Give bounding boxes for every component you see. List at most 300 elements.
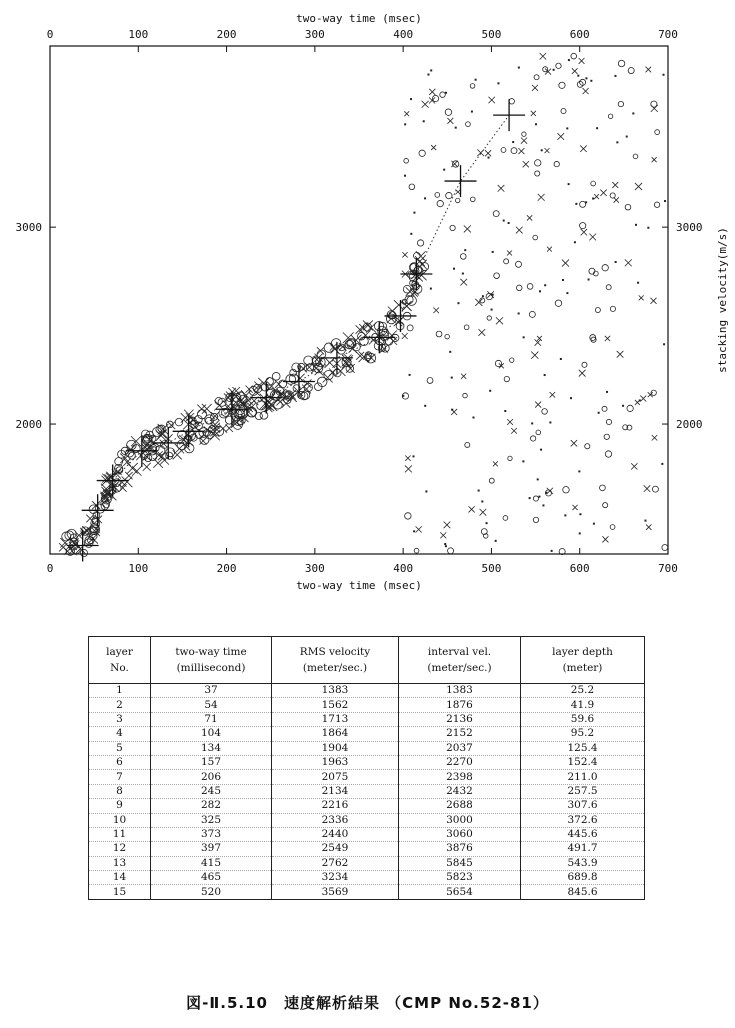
dot-point xyxy=(568,183,570,185)
cross-point xyxy=(496,317,503,324)
circle-point xyxy=(605,451,611,457)
header-layer-no xyxy=(89,637,151,684)
x-tick-label-top: 0 xyxy=(46,28,54,41)
circle-point xyxy=(432,95,438,101)
cross-point xyxy=(535,402,541,408)
cross-point xyxy=(646,524,651,529)
cross-point xyxy=(639,295,644,300)
x-tick-label-top: 200 xyxy=(216,28,237,41)
dot-point xyxy=(423,120,425,122)
dot-point xyxy=(430,69,432,71)
dot-point xyxy=(663,343,665,345)
cross-point xyxy=(202,404,212,414)
velocity-line xyxy=(83,115,509,545)
cell-layer-no: 8 xyxy=(89,784,151,798)
table-row xyxy=(89,885,645,899)
header-line: No. xyxy=(110,662,129,674)
circle-point xyxy=(511,148,517,154)
circle-point xyxy=(486,293,492,299)
circle-point xyxy=(555,300,561,306)
cell-rms-velocity: 3569 xyxy=(272,885,399,899)
cell-interval-velocity: 1383 xyxy=(399,684,521,698)
circle-point xyxy=(409,184,415,190)
cell-two-way-time: 415 xyxy=(151,856,272,870)
table-row xyxy=(89,741,645,755)
cell-interval-velocity: 2432 xyxy=(399,784,521,798)
cell-two-way-time: 206 xyxy=(151,770,272,784)
cell-interval-velocity: 3876 xyxy=(399,842,521,856)
dot-point xyxy=(481,500,483,502)
cross-point xyxy=(581,229,587,235)
circle-point xyxy=(602,265,608,271)
x-tick-label-top: 600 xyxy=(569,28,590,41)
dot-point xyxy=(455,127,457,129)
y-tick-label-right: 3000 xyxy=(676,221,703,235)
cross-point xyxy=(540,53,546,59)
cell-layer-no: 5 xyxy=(89,741,151,755)
circle-point xyxy=(345,340,354,349)
cell-layer-depth: 152.4 xyxy=(521,755,645,769)
cell-layer-no: 4 xyxy=(89,727,151,741)
circle-point xyxy=(580,223,586,229)
header-line: layer xyxy=(106,646,133,658)
cell-two-way-time: 71 xyxy=(151,712,272,726)
circle-point xyxy=(627,405,633,411)
cross-point xyxy=(531,352,538,359)
dot-point xyxy=(419,285,421,287)
cell-two-way-time: 37 xyxy=(151,684,272,698)
circle-point xyxy=(563,487,569,493)
circle-point xyxy=(404,158,409,163)
x-tick-label-top: 500 xyxy=(481,28,502,41)
cross-point xyxy=(571,440,577,446)
dot-point xyxy=(404,123,406,125)
circle-point xyxy=(464,325,469,330)
dot-point xyxy=(475,79,477,81)
cross-point xyxy=(511,428,517,434)
table-row xyxy=(89,856,645,870)
cell-two-way-time: 245 xyxy=(151,784,272,798)
circle-point xyxy=(559,82,565,88)
dot-point xyxy=(549,421,551,423)
circle-point xyxy=(470,84,475,89)
cross-point xyxy=(469,506,475,512)
cross-point xyxy=(132,466,141,475)
cross-point xyxy=(329,369,336,376)
dot-point xyxy=(443,169,445,171)
dot-point xyxy=(592,198,594,200)
circle-point xyxy=(533,235,538,240)
dot-point xyxy=(482,295,484,297)
circle-point xyxy=(516,285,522,291)
circle-point xyxy=(435,193,440,198)
dot-point xyxy=(553,69,555,71)
circle-point xyxy=(625,204,631,210)
dot-point xyxy=(472,417,474,419)
layer-table-body xyxy=(89,684,645,900)
y-tick-label-left: 3000 xyxy=(15,221,42,235)
cross-point xyxy=(650,298,656,304)
cell-layer-depth: 59.6 xyxy=(521,712,645,726)
cell-interval-velocity: 1876 xyxy=(399,698,521,712)
cross-point xyxy=(461,374,466,379)
cross-point xyxy=(447,118,453,124)
dot-point xyxy=(537,478,539,480)
cell-layer-no: 3 xyxy=(89,712,151,726)
cross-point xyxy=(527,215,532,220)
cross-point xyxy=(199,437,206,444)
cross-point xyxy=(640,396,646,402)
dot-point xyxy=(451,377,453,379)
dot-point xyxy=(635,224,637,226)
cell-rms-velocity: 1864 xyxy=(272,727,399,741)
cell-layer-depth: 689.8 xyxy=(521,871,645,885)
cross-point xyxy=(429,89,435,95)
cross-point xyxy=(545,148,550,153)
dot-point xyxy=(497,82,499,84)
cross-point xyxy=(631,463,637,469)
table-row xyxy=(89,684,645,698)
dot-point xyxy=(551,550,553,552)
cell-rms-velocity: 1562 xyxy=(272,698,399,712)
dot-point xyxy=(632,112,634,114)
cross-point xyxy=(518,148,524,154)
circle-point xyxy=(324,343,333,352)
dot-point xyxy=(588,279,590,281)
cell-layer-depth: 257.5 xyxy=(521,784,645,798)
dot-point xyxy=(445,545,447,547)
circle-point xyxy=(662,545,668,551)
dot-point xyxy=(575,203,577,205)
circle-point xyxy=(317,377,327,387)
velocity-function xyxy=(67,99,525,561)
cross-point xyxy=(460,279,467,286)
dot-point xyxy=(596,127,598,129)
dot-point xyxy=(453,268,455,270)
dot-point xyxy=(585,77,587,79)
dot-point xyxy=(579,513,581,515)
cross-point xyxy=(646,67,652,73)
cross-point xyxy=(431,145,436,150)
cell-two-way-time: 104 xyxy=(151,727,272,741)
circle-point xyxy=(417,240,423,246)
cross-point xyxy=(359,351,370,362)
cell-layer-no: 2 xyxy=(89,698,151,712)
cell-interval-velocity: 3060 xyxy=(399,827,521,841)
cell-layer-no: 6 xyxy=(89,755,151,769)
cross-point xyxy=(433,307,439,313)
cell-rms-velocity: 2336 xyxy=(272,813,399,827)
x-tick-label-bottom: 400 xyxy=(393,562,414,575)
dot-point xyxy=(491,309,493,311)
dot-point xyxy=(544,374,546,376)
cell-two-way-time: 134 xyxy=(151,741,272,755)
axis-ticks xyxy=(16,28,703,575)
dot-point xyxy=(639,399,641,401)
cell-layer-depth: 445.6 xyxy=(521,827,645,841)
cell-layer-no: 10 xyxy=(89,813,151,827)
circle-point xyxy=(571,53,577,59)
x-tick-label-bottom: 300 xyxy=(304,562,325,575)
dot-point xyxy=(593,523,595,525)
table-row xyxy=(89,727,645,741)
dot-point xyxy=(523,336,525,338)
circle-point xyxy=(651,101,657,107)
cell-layer-no: 15 xyxy=(89,885,151,899)
dot-point xyxy=(647,227,649,229)
header-line: interval vel. xyxy=(427,646,492,658)
cell-layer-no: 12 xyxy=(89,842,151,856)
circle-point xyxy=(446,192,452,198)
x-axis-label-top: two-way time (msec) xyxy=(296,12,422,25)
y-axis-label: stacking velocity(m/s) xyxy=(716,227,729,373)
circle-point xyxy=(655,130,660,135)
layer-table xyxy=(88,636,645,900)
header-line: two-way time xyxy=(175,646,247,658)
cross-point xyxy=(557,133,564,140)
header-line: (meter) xyxy=(562,662,603,674)
circle-point xyxy=(654,202,659,207)
pick-marker xyxy=(384,300,416,332)
dot-point xyxy=(644,520,646,522)
cell-rms-velocity: 2134 xyxy=(272,784,399,798)
circle-point xyxy=(533,517,538,522)
circle-point xyxy=(452,161,458,167)
dot-point xyxy=(577,75,579,77)
cross-point xyxy=(248,403,256,411)
dot-point xyxy=(570,397,572,399)
dot-point xyxy=(598,412,600,414)
cross-point xyxy=(531,111,536,116)
cross-point xyxy=(498,185,505,192)
cell-layer-no: 14 xyxy=(89,871,151,885)
cross-point xyxy=(258,378,269,389)
header-line: (meter/sec.) xyxy=(302,662,368,674)
circle-point xyxy=(515,261,521,267)
circle-point xyxy=(465,442,470,447)
x-tick-label-bottom: 600 xyxy=(569,562,590,575)
cross-point xyxy=(521,138,527,144)
dot-point xyxy=(564,514,566,516)
dot-point xyxy=(449,351,451,353)
dot-point xyxy=(508,222,510,224)
circle-point xyxy=(610,193,615,198)
dot-point xyxy=(540,449,542,451)
cross-point xyxy=(532,85,538,91)
cross-point xyxy=(523,161,529,167)
cell-layer-depth: 95.2 xyxy=(521,727,645,741)
dot-point xyxy=(492,251,494,253)
cross-point xyxy=(614,197,619,202)
cross-point xyxy=(507,419,513,425)
cell-layer-no: 7 xyxy=(89,770,151,784)
x-axis-label-bottom: two-way time (msec) xyxy=(296,579,422,592)
dot-point xyxy=(574,241,576,243)
table-row xyxy=(89,755,645,769)
cell-layer-depth: 307.6 xyxy=(521,799,645,813)
cell-interval-velocity: 2398 xyxy=(399,770,521,784)
cross-point xyxy=(402,252,407,257)
table-row xyxy=(89,770,645,784)
header-line: (millisecond) xyxy=(176,662,246,674)
x-tick-label-top: 400 xyxy=(393,28,414,41)
cell-layer-no: 9 xyxy=(89,799,151,813)
circle-point xyxy=(448,548,454,554)
cell-rms-velocity: 2549 xyxy=(272,842,399,856)
cross-point xyxy=(507,251,512,256)
dot-point xyxy=(478,490,480,492)
cell-layer-no: 1 xyxy=(89,684,151,698)
circle-point xyxy=(358,332,366,340)
cell-rms-velocity: 1904 xyxy=(272,741,399,755)
circle-point xyxy=(501,148,506,153)
cell-interval-velocity: 2136 xyxy=(399,712,521,726)
header-line: layer depth xyxy=(552,646,613,658)
dot-point xyxy=(664,200,666,202)
table-row xyxy=(89,827,645,841)
cross-point xyxy=(537,336,542,341)
dot-point xyxy=(518,67,520,69)
dot-point xyxy=(413,212,415,214)
circle-point xyxy=(503,516,508,521)
pick-marker xyxy=(400,258,432,290)
cell-interval-velocity: 2688 xyxy=(399,799,521,813)
dot-point xyxy=(464,249,466,251)
circle-point xyxy=(591,181,596,186)
circle-point xyxy=(445,334,450,339)
circle-point xyxy=(272,372,280,380)
y-tick-label-right: 2000 xyxy=(676,418,703,432)
circle-point xyxy=(580,201,586,207)
circle-point xyxy=(445,109,452,116)
cross-point xyxy=(589,234,596,241)
circle-point xyxy=(522,132,526,136)
dot-point xyxy=(495,540,497,542)
cross-point xyxy=(416,251,426,261)
cell-two-way-time: 397 xyxy=(151,842,272,856)
dot-point xyxy=(622,405,624,407)
dot-point xyxy=(404,175,406,177)
cell-rms-velocity: 2216 xyxy=(272,799,399,813)
dot-point xyxy=(410,98,412,100)
x-tick-label-bottom: 200 xyxy=(216,562,237,575)
dot-point xyxy=(560,358,562,360)
x-tick-label-bottom: 500 xyxy=(481,562,502,575)
dot-point xyxy=(410,233,412,235)
cross-point xyxy=(583,88,589,94)
cross-point xyxy=(605,336,610,341)
cell-rms-velocity: 2440 xyxy=(272,827,399,841)
dot-point xyxy=(663,74,665,76)
cross-point xyxy=(488,97,495,104)
cross-point xyxy=(547,488,553,494)
circle-point xyxy=(440,92,445,97)
table-row xyxy=(89,871,645,885)
dot-point xyxy=(637,282,639,284)
circle-point xyxy=(606,285,611,290)
cross-point xyxy=(625,259,632,266)
circle-point xyxy=(419,150,425,156)
circle-point xyxy=(582,362,587,367)
circle-point xyxy=(450,225,455,230)
circle-point xyxy=(561,108,566,113)
circle-point xyxy=(618,60,625,67)
cross-point xyxy=(118,478,127,487)
cross-point xyxy=(550,392,556,398)
circle-point xyxy=(509,99,514,104)
circle-point xyxy=(405,513,411,519)
dot-point xyxy=(424,405,426,407)
cross-point xyxy=(325,357,335,367)
circle-point xyxy=(595,308,600,313)
dot-point xyxy=(424,197,426,199)
circle-point xyxy=(602,406,607,411)
circle-point xyxy=(536,430,541,435)
figure-caption: 図-Ⅱ.5.10 速度解析結果 （CMP No.52-81） xyxy=(186,994,549,1012)
dot-point xyxy=(444,543,446,545)
circle-point xyxy=(610,525,615,530)
dot-point xyxy=(615,261,617,263)
table-row xyxy=(89,842,645,856)
circle-point xyxy=(606,419,611,424)
cross-point xyxy=(652,435,658,441)
table-row xyxy=(89,813,645,827)
circle-point xyxy=(554,161,559,166)
circle-point xyxy=(610,306,615,311)
pick-marker xyxy=(82,494,114,526)
header-rms-velocity xyxy=(272,637,399,684)
circle-point xyxy=(504,259,509,264)
circle-point xyxy=(427,378,433,384)
circle-point xyxy=(556,63,561,68)
circle-point xyxy=(460,254,466,260)
cell-layer-no: 13 xyxy=(89,856,151,870)
circle-point xyxy=(633,154,638,159)
circle-point xyxy=(529,311,535,317)
pick-marker xyxy=(493,99,525,131)
cross-point xyxy=(143,463,151,471)
dot-point xyxy=(568,59,570,61)
dot-point xyxy=(614,75,616,77)
cell-layer-depth: 491.7 xyxy=(521,842,645,856)
cell-interval-velocity: 2037 xyxy=(399,741,521,755)
dot-point xyxy=(661,463,663,465)
cross-point xyxy=(197,405,206,414)
cell-layer-no: 11 xyxy=(89,827,151,841)
dot-point xyxy=(504,410,506,412)
cell-two-way-time: 465 xyxy=(151,871,272,885)
cell-rms-velocity: 2075 xyxy=(272,770,399,784)
header-layer-depth xyxy=(521,637,645,684)
x-tick-label-top: 700 xyxy=(658,28,678,41)
cross-point xyxy=(444,522,451,529)
x-tick-label-top: 300 xyxy=(304,28,325,41)
circle-point xyxy=(261,384,268,391)
cell-interval-velocity: 2270 xyxy=(399,755,521,769)
cell-interval-velocity: 5654 xyxy=(399,885,521,899)
circle-point xyxy=(585,444,590,449)
dot-point xyxy=(539,290,541,292)
dot-point xyxy=(579,532,581,534)
cell-interval-velocity: 5823 xyxy=(399,871,521,885)
cross-point xyxy=(635,183,642,190)
cell-rms-velocity: 1963 xyxy=(272,755,399,769)
dot-point xyxy=(566,127,568,129)
circle-point xyxy=(652,486,658,492)
circle-point xyxy=(603,503,608,508)
dot-point xyxy=(430,288,432,290)
circle-point xyxy=(286,375,296,385)
